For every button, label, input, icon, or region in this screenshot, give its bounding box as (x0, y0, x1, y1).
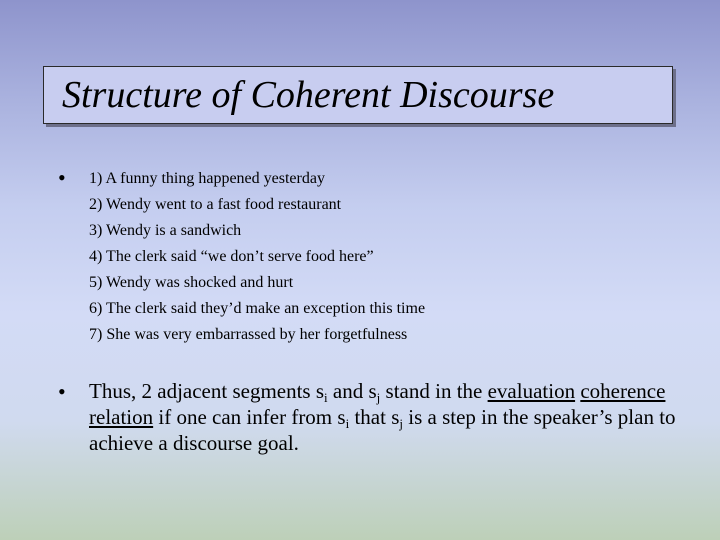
para-text: if one can infer from s (153, 405, 346, 429)
para-text: stand in the (380, 379, 488, 403)
list-item: 3) Wendy is a sandwich (89, 222, 242, 239)
subscript-j: j (376, 390, 381, 405)
subscript-i: i (324, 390, 328, 405)
subscript-i: i (345, 416, 350, 431)
list-item: 1) A funny thing happened yesterday (89, 170, 325, 187)
definition-paragraph (89, 378, 689, 456)
title-box (43, 66, 673, 124)
example-bullet: • (58, 165, 66, 190)
para-text: Thus, 2 adjacent segments s (89, 379, 325, 403)
coherence-relation-link[interactable]: coherence relation (89, 379, 666, 429)
slide-title: Structure of Coherent Discourse (62, 74, 555, 116)
subscript-j: j (399, 416, 403, 431)
list-item: 5) Wendy was shocked and hurt (89, 274, 294, 291)
list-item: 6) The clerk said they’d make an exception this time (89, 300, 426, 317)
para-text: that s (349, 405, 400, 429)
evaluation-link[interactable]: evaluation (487, 379, 576, 403)
paragraph-bullet: • (58, 379, 66, 404)
para-text: is a step in the speaker’s plan to achieve a discourse goal. (89, 405, 676, 455)
example-list (89, 166, 425, 348)
para-text: and s (327, 379, 377, 403)
list-item: 7) She was very embarrassed by her forgetfulness (89, 326, 408, 343)
list-item: 4) The clerk said “we don’t serve food here” (89, 248, 374, 265)
list-item: 2) Wendy went to a fast food restaurant (89, 196, 342, 213)
